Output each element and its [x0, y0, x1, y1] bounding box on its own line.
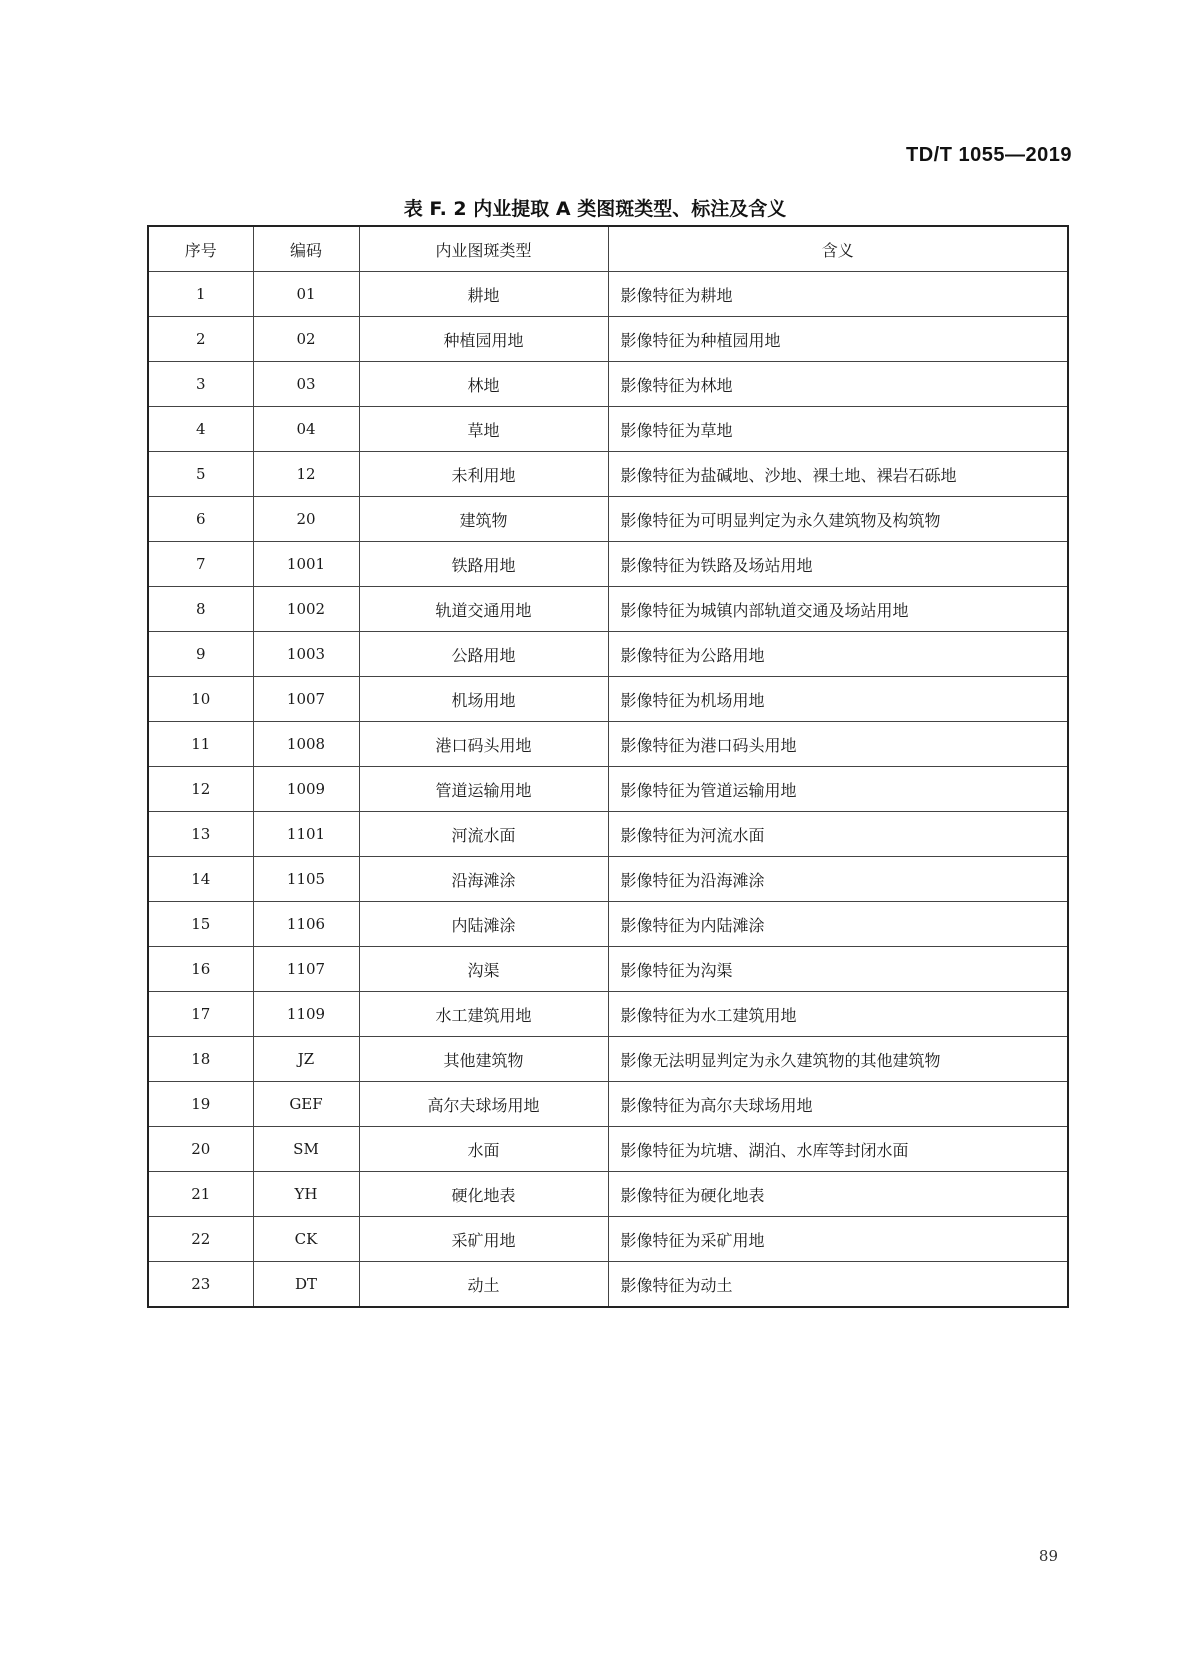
- cell-code: 1106: [253, 902, 359, 947]
- cell-patch-type: 河流水面: [359, 812, 608, 857]
- classification-table: [147, 225, 1069, 1308]
- cell-patch-type: 沟渠: [359, 947, 608, 992]
- cell-serial-number: 16: [149, 947, 253, 992]
- table-row: [149, 902, 1067, 947]
- cell-code: SM: [253, 1127, 359, 1172]
- cell-patch-type: 采矿用地: [359, 1217, 608, 1262]
- cell-patch-type: 种植园用地: [359, 317, 608, 362]
- cell-serial-number: 18: [149, 1037, 253, 1082]
- cell-patch-type: 管道运输用地: [359, 767, 608, 812]
- cell-code: 12: [253, 452, 359, 497]
- cell-code: JZ: [253, 1037, 359, 1082]
- cell-serial-number: 3: [149, 362, 253, 407]
- cell-meaning: 影像特征为水工建筑用地: [608, 992, 1067, 1037]
- cell-code: 1003: [253, 632, 359, 677]
- cell-code: 1109: [253, 992, 359, 1037]
- cell-code: 01: [253, 272, 359, 317]
- cell-serial-number: 19: [149, 1082, 253, 1127]
- table-row: [149, 1127, 1067, 1172]
- cell-meaning: 影像特征为高尔夫球场用地: [608, 1082, 1067, 1127]
- cell-serial-number: 9: [149, 632, 253, 677]
- cell-code: 04: [253, 407, 359, 452]
- header-code: 编码: [253, 227, 359, 272]
- table-row: [149, 1082, 1067, 1127]
- table-body: [149, 272, 1067, 1307]
- cell-patch-type: 林地: [359, 362, 608, 407]
- cell-patch-type: 轨道交通用地: [359, 587, 608, 632]
- cell-meaning: 影像特征为动土: [608, 1262, 1067, 1307]
- table-row: [149, 407, 1067, 452]
- table-row: [149, 1217, 1067, 1262]
- table-row: [149, 1172, 1067, 1217]
- cell-code: 20: [253, 497, 359, 542]
- cell-patch-type: 内陆滩涂: [359, 902, 608, 947]
- cell-code: 1007: [253, 677, 359, 722]
- cell-code: 1107: [253, 947, 359, 992]
- cell-patch-type: 水工建筑用地: [359, 992, 608, 1037]
- cell-meaning: 影像特征为铁路及场站用地: [608, 542, 1067, 587]
- cell-code: DT: [253, 1262, 359, 1307]
- table-header-row: [149, 227, 1067, 272]
- cell-patch-type: 动土: [359, 1262, 608, 1307]
- cell-meaning: 影像特征为沟渠: [608, 947, 1067, 992]
- table-row: [149, 542, 1067, 587]
- table-row: [149, 497, 1067, 542]
- cell-patch-type: 硬化地表: [359, 1172, 608, 1217]
- table-row: [149, 272, 1067, 317]
- cell-meaning: 影像特征为港口码头用地: [608, 722, 1067, 767]
- cell-serial-number: 17: [149, 992, 253, 1037]
- cell-patch-type: 其他建筑物: [359, 1037, 608, 1082]
- header-serial-number: 序号: [149, 227, 253, 272]
- cell-serial-number: 2: [149, 317, 253, 362]
- header-meaning: 含义: [608, 227, 1067, 272]
- header-patch-type: 内业图斑类型: [359, 227, 608, 272]
- cell-meaning: 影像特征为盐碱地、沙地、裸土地、裸岩石砾地: [608, 452, 1067, 497]
- cell-patch-type: 高尔夫球场用地: [359, 1082, 608, 1127]
- cell-serial-number: 7: [149, 542, 253, 587]
- cell-serial-number: 1: [149, 272, 253, 317]
- cell-meaning: 影像特征为坑塘、湖泊、水库等封闭水面: [608, 1127, 1067, 1172]
- cell-code: 1001: [253, 542, 359, 587]
- cell-meaning: 影像特征为种植园用地: [608, 317, 1067, 362]
- cell-meaning: 影像特征为公路用地: [608, 632, 1067, 677]
- table-row: [149, 362, 1067, 407]
- cell-patch-type: 公路用地: [359, 632, 608, 677]
- cell-meaning: 影像特征为沿海滩涂: [608, 857, 1067, 902]
- cell-patch-type: 水面: [359, 1127, 608, 1172]
- cell-serial-number: 12: [149, 767, 253, 812]
- cell-code: 1002: [253, 587, 359, 632]
- cell-serial-number: 13: [149, 812, 253, 857]
- cell-serial-number: 20: [149, 1127, 253, 1172]
- cell-patch-type: 沿海滩涂: [359, 857, 608, 902]
- cell-serial-number: 4: [149, 407, 253, 452]
- table-row: [149, 812, 1067, 857]
- cell-serial-number: 11: [149, 722, 253, 767]
- cell-serial-number: 21: [149, 1172, 253, 1217]
- cell-code: CK: [253, 1217, 359, 1262]
- table-row: [149, 632, 1067, 677]
- table-row: [149, 722, 1067, 767]
- cell-meaning: 影像特征为河流水面: [608, 812, 1067, 857]
- cell-meaning: 影像特征为采矿用地: [608, 1217, 1067, 1262]
- table: [149, 227, 1067, 1306]
- table-row: [149, 317, 1067, 362]
- cell-patch-type: 建筑物: [359, 497, 608, 542]
- table-row: [149, 1262, 1067, 1307]
- cell-code: GEF: [253, 1082, 359, 1127]
- cell-serial-number: 23: [149, 1262, 253, 1307]
- cell-serial-number: 8: [149, 587, 253, 632]
- cell-code: 1009: [253, 767, 359, 812]
- cell-meaning: 影像特征为城镇内部轨道交通及场站用地: [608, 587, 1067, 632]
- cell-patch-type: 机场用地: [359, 677, 608, 722]
- table-row: [149, 767, 1067, 812]
- cell-patch-type: 未利用地: [359, 452, 608, 497]
- table-row: [149, 992, 1067, 1037]
- cell-meaning: 影像特征为管道运输用地: [608, 767, 1067, 812]
- cell-code: 1105: [253, 857, 359, 902]
- cell-meaning: 影像无法明显判定为永久建筑物的其他建筑物: [608, 1037, 1067, 1082]
- cell-meaning: 影像特征为机场用地: [608, 677, 1067, 722]
- cell-code: 1101: [253, 812, 359, 857]
- cell-serial-number: 5: [149, 452, 253, 497]
- cell-code: 02: [253, 317, 359, 362]
- cell-meaning: 影像特征为林地: [608, 362, 1067, 407]
- cell-serial-number: 22: [149, 1217, 253, 1262]
- table-title: 表 F. 2 内业提取 A 类图斑类型、标注及含义: [403, 198, 787, 220]
- table-row: [149, 857, 1067, 902]
- cell-code: 1008: [253, 722, 359, 767]
- cell-serial-number: 15: [149, 902, 253, 947]
- cell-patch-type: 港口码头用地: [359, 722, 608, 767]
- cell-serial-number: 10: [149, 677, 253, 722]
- cell-patch-type: 铁路用地: [359, 542, 608, 587]
- table-row: [149, 452, 1067, 497]
- cell-patch-type: 耕地: [359, 272, 608, 317]
- cell-meaning: 影像特征为耕地: [608, 272, 1067, 317]
- cell-code: YH: [253, 1172, 359, 1217]
- cell-patch-type: 草地: [359, 407, 608, 452]
- document-code: TD/T 1055—2019: [906, 144, 1072, 166]
- cell-serial-number: 6: [149, 497, 253, 542]
- table-row: [149, 677, 1067, 722]
- page-number: 89: [1038, 1547, 1058, 1565]
- table-row: [149, 947, 1067, 992]
- cell-meaning: 影像特征为内陆滩涂: [608, 902, 1067, 947]
- cell-meaning: 影像特征为草地: [608, 407, 1067, 452]
- table-row: [149, 587, 1067, 632]
- table-row: [149, 1037, 1067, 1082]
- cell-meaning: 影像特征为可明显判定为永久建筑物及构筑物: [608, 497, 1067, 542]
- cell-serial-number: 14: [149, 857, 253, 902]
- cell-code: 03: [253, 362, 359, 407]
- cell-meaning: 影像特征为硬化地表: [608, 1172, 1067, 1217]
